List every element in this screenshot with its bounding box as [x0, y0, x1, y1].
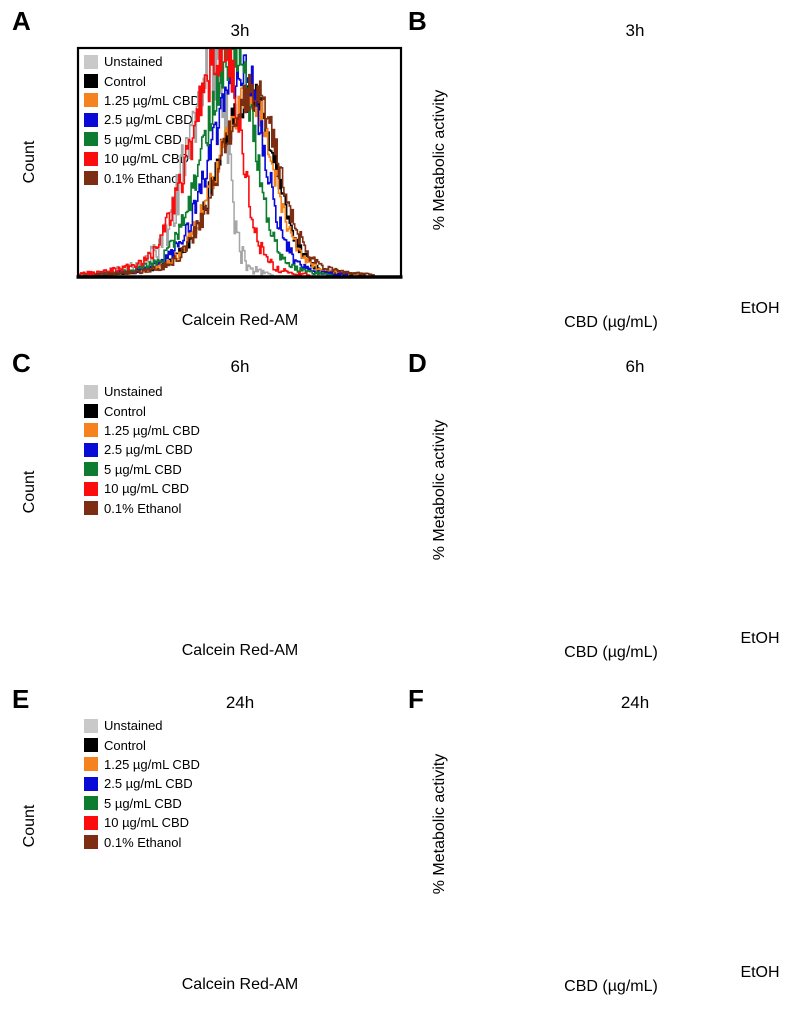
- legend-item: [84, 91, 200, 110]
- panel-d-letter: D: [408, 348, 427, 378]
- panel-c-letter: C: [12, 348, 31, 378]
- panel-c-ylabel: Count: [21, 470, 38, 514]
- panel-b-title: 3h: [625, 21, 645, 40]
- panel-f-letter: F: [408, 684, 424, 714]
- panel-e-letter: E: [12, 684, 30, 714]
- legend-item: [84, 130, 200, 149]
- panel-b-group-label: CBD (µg/mL): [564, 314, 658, 331]
- legend-swatch-control: [84, 738, 98, 752]
- legend-item: [84, 755, 200, 774]
- legend-swatch-0-1-ethanol: [84, 501, 98, 515]
- legend-swatch-10-g-ml-cbd: [84, 816, 98, 830]
- panel-c-xlabel: Calcein Red-AM: [181, 642, 299, 659]
- legend-label: 10 µg/mL CBD: [104, 481, 190, 497]
- panel-d-group-label: CBD (µg/mL): [564, 644, 658, 661]
- panel-b-letter: B: [408, 6, 427, 36]
- legend-item: [84, 52, 200, 71]
- panel-b-etoh-label: EtOH: [740, 300, 780, 317]
- legend-swatch-0-1-ethanol: [84, 171, 98, 185]
- panel-f-title: 24h: [620, 693, 650, 712]
- legend-swatch-0-1-ethanol: [84, 835, 98, 849]
- panel-a-ylabel: Count: [21, 140, 38, 184]
- legend-item: [84, 168, 200, 187]
- legend-item: [84, 498, 200, 517]
- legend-label: 5 µg/mL CBD: [104, 795, 182, 811]
- legend-label: Control: [104, 403, 146, 419]
- legend-item: [84, 421, 200, 440]
- panel-e-xlabel: Calcein Red-AM: [181, 976, 299, 993]
- legend-swatch-10-g-ml-cbd: [84, 152, 98, 166]
- panel-c-title: 6h: [230, 357, 250, 376]
- legend-swatch-unstained: [84, 719, 98, 733]
- legend-label: 1.25 µg/mL CBD: [104, 756, 200, 772]
- panel-c-legend: [84, 382, 200, 518]
- legend-label: Unstained: [104, 384, 163, 400]
- legend-label: 2.5 µg/mL CBD: [104, 442, 193, 458]
- legend-item: [84, 832, 200, 851]
- legend-swatch-2-5-g-ml-cbd: [84, 443, 98, 457]
- panel-a-letter: A: [12, 6, 31, 36]
- legend-swatch-unstained: [84, 55, 98, 69]
- legend-swatch-1-25-g-ml-cbd: [84, 757, 98, 771]
- legend-label: 1.25 µg/mL CBD: [104, 422, 200, 438]
- legend-item: [84, 382, 200, 401]
- legend-label: Control: [104, 73, 146, 89]
- legend-item: [84, 774, 200, 793]
- legend-swatch-2-5-g-ml-cbd: [84, 777, 98, 791]
- legend-label: 10 µg/mL CBD: [104, 151, 190, 167]
- panel-a-xlabel: Calcein Red-AM: [181, 312, 299, 329]
- legend-label: 0.1% Ethanol: [104, 834, 182, 850]
- legend-item: [84, 440, 200, 459]
- panel-f-group-label: CBD (µg/mL): [564, 978, 658, 995]
- legend-swatch-unstained: [84, 385, 98, 399]
- legend-item: [84, 479, 200, 498]
- legend-item: [84, 716, 200, 735]
- panel-d-etoh-label: EtOH: [740, 630, 780, 647]
- legend-item: [84, 813, 200, 832]
- legend-label: 5 µg/mL CBD: [104, 131, 182, 147]
- legend-label: 0.1% Ethanol: [104, 170, 182, 186]
- panel-e-legend: [84, 716, 200, 852]
- legend-swatch-control: [84, 74, 98, 88]
- legend-swatch-1-25-g-ml-cbd: [84, 423, 98, 437]
- legend-swatch-10-g-ml-cbd: [84, 482, 98, 496]
- legend-label: 2.5 µg/mL CBD: [104, 776, 193, 792]
- legend-label: 10 µg/mL CBD: [104, 815, 190, 831]
- panel-d-ylabel: % Metabolic activity: [431, 419, 448, 561]
- legend-item: [84, 460, 200, 479]
- panel-b-ylabel: % Metabolic activity: [431, 89, 448, 231]
- panel-e-title: 24h: [225, 693, 255, 712]
- legend-item: [84, 794, 200, 813]
- legend-label: Unstained: [104, 54, 163, 70]
- legend-swatch-5-g-ml-cbd: [84, 796, 98, 810]
- legend-swatch-5-g-ml-cbd: [84, 462, 98, 476]
- legend-label: Control: [104, 737, 146, 753]
- legend-item: [84, 401, 200, 420]
- panel-e-ylabel: Count: [21, 804, 38, 848]
- legend-label: 5 µg/mL CBD: [104, 461, 182, 477]
- panel-a-legend: [84, 52, 200, 188]
- legend-swatch-control: [84, 404, 98, 418]
- panel-a-title: 3h: [230, 21, 250, 40]
- panel-f-ylabel: % Metabolic activity: [431, 753, 448, 895]
- legend-label: 0.1% Ethanol: [104, 500, 182, 516]
- legend-swatch-1-25-g-ml-cbd: [84, 93, 98, 107]
- legend-label: 2.5 µg/mL CBD: [104, 112, 193, 128]
- legend-item: [84, 71, 200, 90]
- panel-d-title: 6h: [625, 357, 645, 376]
- legend-label: 1.25 µg/mL CBD: [104, 92, 200, 108]
- legend-swatch-5-g-ml-cbd: [84, 132, 98, 146]
- legend-label: Unstained: [104, 718, 163, 734]
- legend-item: [84, 110, 200, 129]
- legend-item: [84, 149, 200, 168]
- legend-swatch-2-5-g-ml-cbd: [84, 113, 98, 127]
- legend-item: [84, 735, 200, 754]
- panel-f-etoh-label: EtOH: [740, 964, 780, 981]
